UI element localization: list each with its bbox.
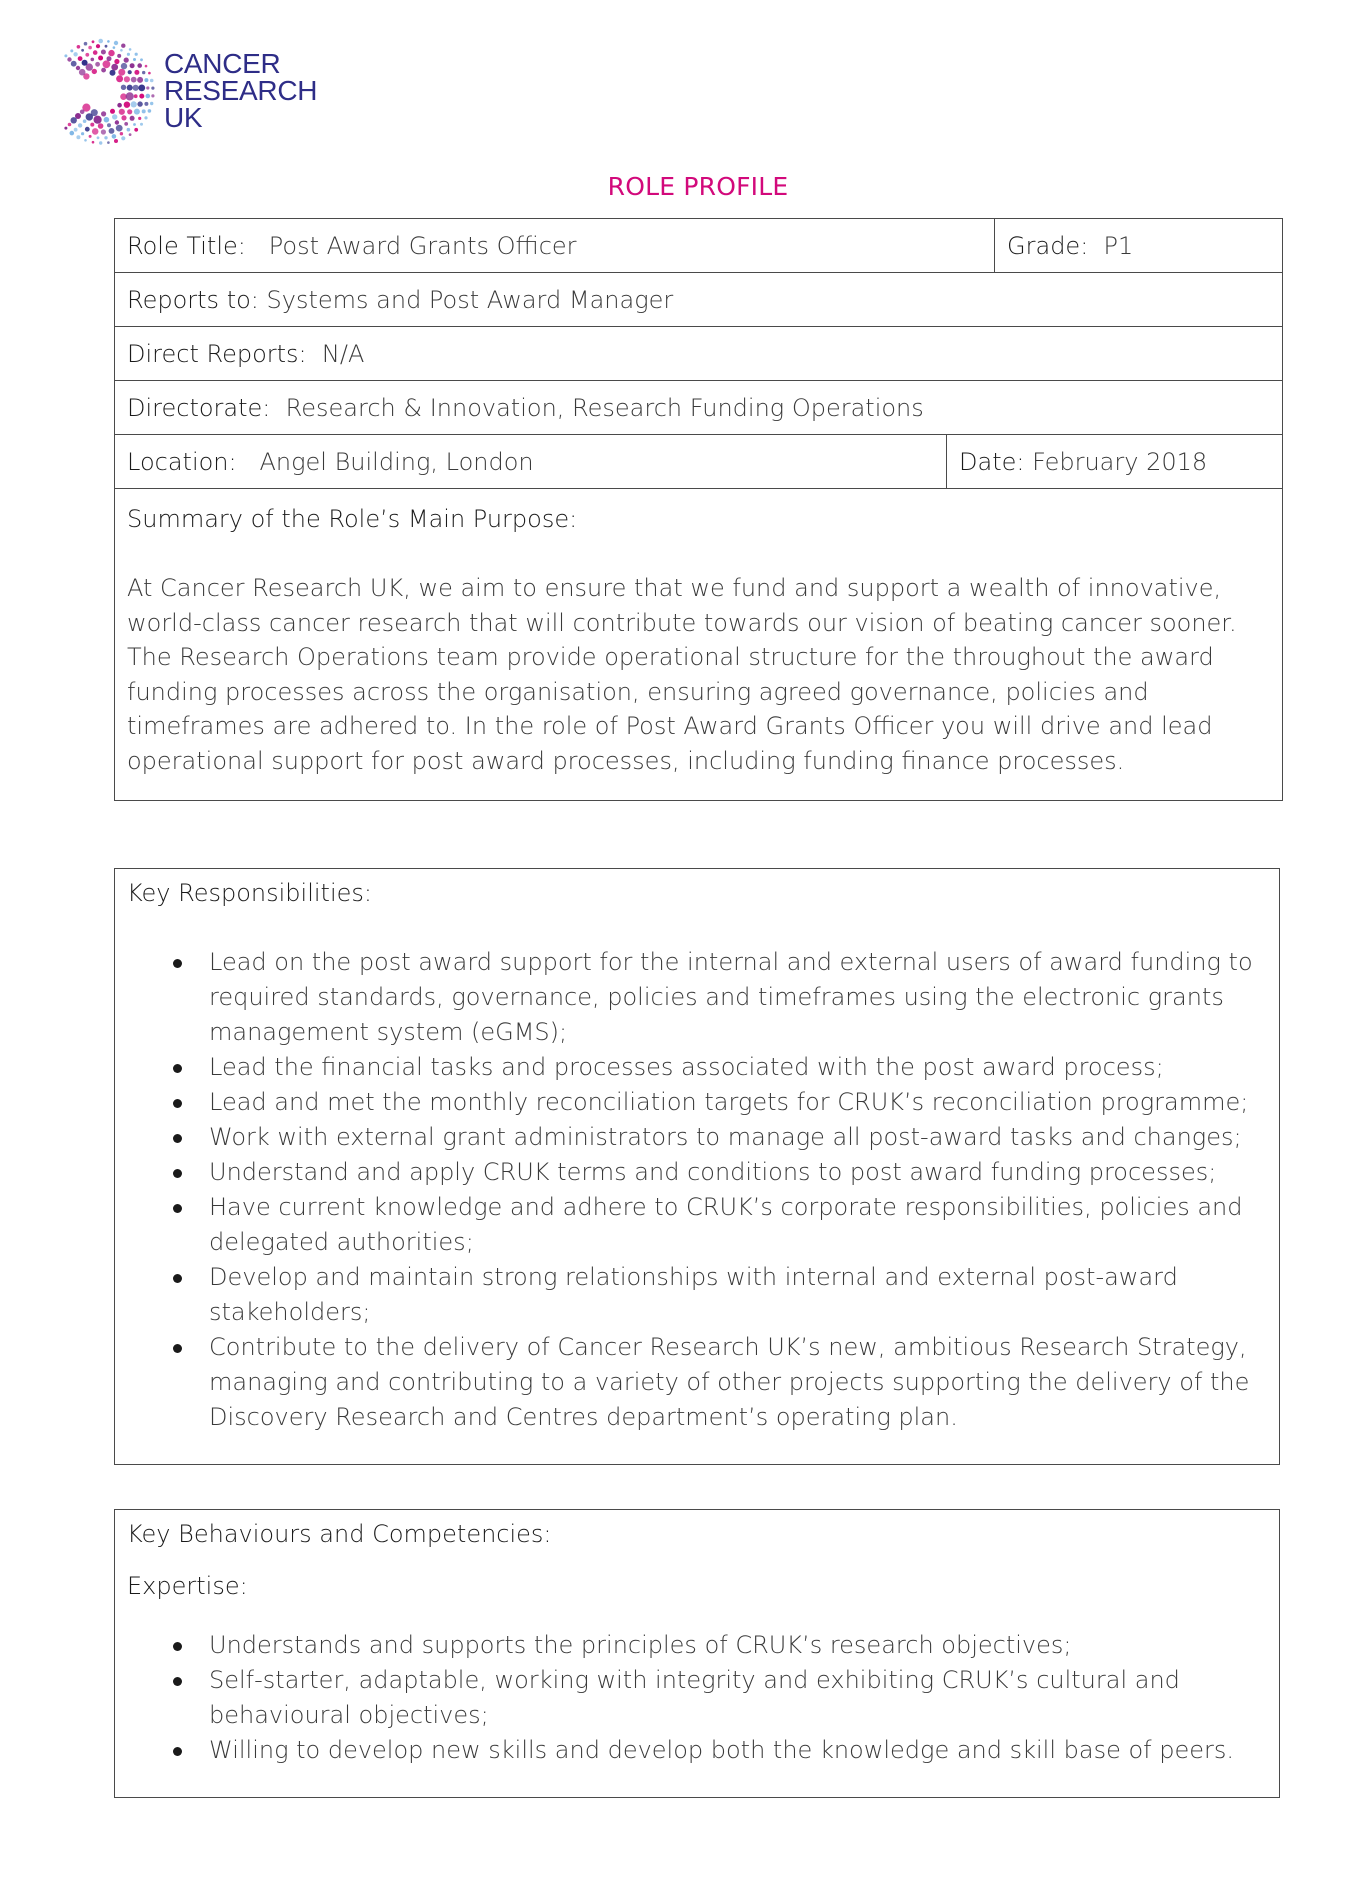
location-row bbox=[115, 435, 1283, 489]
direct-reports-cell bbox=[115, 327, 1283, 381]
logo-dot bbox=[95, 62, 100, 67]
logo-dot bbox=[116, 75, 123, 82]
logo-dot bbox=[119, 109, 125, 115]
role-info-table bbox=[114, 218, 1283, 801]
logo-dot bbox=[92, 40, 95, 43]
logo-dot bbox=[93, 50, 98, 55]
list-item bbox=[127, 1628, 1299, 1663]
logo-dot bbox=[98, 123, 104, 129]
logo-dot bbox=[127, 85, 133, 91]
list-item bbox=[127, 1120, 1299, 1155]
logo-wordmark bbox=[164, 50, 317, 131]
logo-dot bbox=[109, 128, 115, 134]
logo-dot bbox=[78, 123, 82, 127]
role-title-cell bbox=[115, 219, 995, 273]
logo-line-1: CANCER bbox=[164, 48, 281, 79]
list-item-text: Understands and supports the principles of CRUK’s research objectives; bbox=[209, 1631, 1072, 1659]
direct-reports-value: N/A bbox=[321, 339, 365, 368]
list-item-text: Understand and apply CRUK terms and conditions to post award funding processes; bbox=[209, 1158, 1217, 1186]
logo-dot bbox=[129, 48, 132, 51]
logo-dot bbox=[134, 128, 138, 132]
logo-dot bbox=[107, 40, 110, 43]
list-item-text: Willing to develop new skills and develop both the knowledge and skill base of peers. bbox=[209, 1736, 1235, 1764]
logo-dot bbox=[124, 122, 128, 126]
logo-dot bbox=[142, 109, 146, 113]
logo-dot bbox=[138, 117, 141, 120]
directorate-value: Research & Innovation, Research Funding Operations bbox=[285, 393, 924, 422]
logo-dot bbox=[116, 125, 123, 132]
logo-dot bbox=[70, 131, 75, 136]
logo-dot bbox=[111, 64, 118, 71]
logo-dot bbox=[137, 63, 142, 68]
logo-dot bbox=[133, 85, 139, 91]
date-label: Date: bbox=[959, 447, 1025, 476]
location-value: Angel Building, London bbox=[259, 447, 534, 476]
reports-to-value: Systems and Post Award Manager bbox=[266, 285, 674, 314]
logo-dot bbox=[134, 109, 140, 115]
directorate-label: Directorate: bbox=[127, 393, 271, 422]
location-cell bbox=[115, 435, 947, 489]
logo-dot bbox=[98, 39, 103, 44]
logo-dot bbox=[131, 101, 137, 107]
logo-dot bbox=[107, 123, 111, 127]
logo-dot bbox=[127, 53, 130, 56]
logo-dot bbox=[107, 56, 112, 61]
logo-dot bbox=[97, 136, 100, 139]
logo-dot bbox=[131, 77, 137, 83]
logo-dot bbox=[76, 135, 80, 139]
logo-dot bbox=[77, 45, 81, 49]
logo-dot bbox=[134, 70, 139, 75]
logo-dot bbox=[85, 53, 89, 57]
logo-dot bbox=[146, 86, 149, 89]
logo-dot bbox=[92, 141, 95, 144]
logo-dot bbox=[130, 116, 135, 121]
logo-dot bbox=[121, 44, 125, 48]
logo-dot bbox=[110, 109, 115, 114]
location-label: Location: bbox=[127, 447, 237, 476]
logo-dot bbox=[88, 46, 92, 50]
logo-dot bbox=[101, 129, 106, 134]
logo-dot bbox=[117, 103, 122, 108]
summary-row bbox=[115, 489, 1283, 801]
logo-dot bbox=[115, 120, 119, 124]
logo-dot bbox=[117, 54, 121, 58]
logo-dot bbox=[114, 139, 118, 143]
logo-dot bbox=[64, 54, 67, 57]
bullet-icon bbox=[173, 1344, 182, 1353]
grade-cell bbox=[995, 219, 1283, 273]
logo-dot bbox=[101, 68, 106, 73]
list-item-text: Contribute to the delivery of Cancer Research UK’s new, ambitious Research Strategy, managing and contributing to a variety of other projects supporting the delivery of the Discovery Research and Centres department’s operating plan. bbox=[209, 1333, 1250, 1431]
logo-dot bbox=[135, 53, 138, 56]
logo-dot bbox=[71, 61, 77, 67]
reports-to-label: Reports to: bbox=[127, 285, 259, 314]
logo-dot bbox=[85, 127, 90, 132]
logo-dot bbox=[92, 69, 97, 74]
list-item bbox=[127, 1330, 1299, 1435]
logo-dot bbox=[140, 123, 143, 126]
logo-dot bbox=[67, 57, 71, 61]
logo-dot bbox=[137, 101, 142, 106]
logo-dot bbox=[128, 70, 132, 74]
logo-dot bbox=[124, 102, 130, 108]
logo-dot bbox=[76, 66, 80, 70]
logo-dot bbox=[139, 94, 144, 99]
list-item-text: Lead on the post award support for the internal and external users of award funding to required standards, governance, policies and timeframes using the electronic grants management system (eGMS); bbox=[209, 948, 1253, 1046]
logo-line-3: UK bbox=[164, 102, 203, 133]
directorate-cell bbox=[115, 381, 1283, 435]
logo-dot bbox=[124, 76, 130, 82]
logo-dot bbox=[92, 128, 99, 135]
logo-dot bbox=[120, 49, 123, 52]
logo-dot bbox=[94, 116, 102, 124]
grade-value: P1 bbox=[1103, 231, 1134, 260]
logo-dot bbox=[90, 123, 94, 127]
logo bbox=[38, 38, 318, 146]
logo-dot bbox=[84, 139, 87, 142]
logo-dot bbox=[89, 135, 92, 138]
logo-dot bbox=[68, 123, 72, 127]
logo-dot bbox=[127, 128, 131, 132]
logo-dot bbox=[148, 109, 152, 113]
summary-paragraph: At Cancer Research UK, we aim to ensure that we fund and support a wealth of innovative, world-class cancer research that will contribute towards our vision of beating cancer sooner. The Research Operations team provide operational structure for the throughout the award funding processes across the organisation, ensuring agreed governance, policies and timeframes are adhered to. In the role of Post Award Grants Officer you will drive and lead operational support for post award processes, including funding finance processes. bbox=[127, 574, 1237, 775]
bullet-icon bbox=[173, 1642, 182, 1651]
logo-dot bbox=[146, 94, 151, 99]
logo-dot bbox=[64, 127, 67, 130]
logo-dot bbox=[78, 56, 83, 61]
logo-dot bbox=[105, 45, 108, 48]
responsibilities-heading: Key Responsibilities: bbox=[127, 879, 372, 907]
logo-dot bbox=[144, 116, 147, 119]
logo-dot bbox=[114, 59, 119, 64]
list-item-text: Lead the financial tasks and processes associated with the post award process; bbox=[209, 1053, 1164, 1081]
bullet-icon bbox=[173, 1169, 182, 1178]
logo-dot bbox=[110, 70, 116, 76]
behaviours-list bbox=[127, 1628, 1267, 1768]
logo-dot bbox=[150, 102, 153, 105]
logo-dot bbox=[130, 63, 135, 68]
list-item bbox=[127, 1190, 1299, 1260]
responsibilities-section bbox=[114, 868, 1280, 1465]
logo-dot bbox=[129, 133, 132, 136]
logo-dot bbox=[114, 41, 118, 45]
logo-dot bbox=[104, 136, 107, 139]
expertise-subheading: Expertise: bbox=[127, 1572, 248, 1600]
direct-reports-label: Direct Reports: bbox=[127, 339, 307, 368]
logo-dot bbox=[73, 52, 77, 56]
direct-reports-row bbox=[115, 327, 1283, 381]
role-title-value: Post Award Grants Officer bbox=[268, 231, 577, 260]
logo-dot bbox=[144, 78, 148, 82]
responsibilities-list bbox=[127, 945, 1267, 1435]
role-title-row bbox=[115, 219, 1283, 273]
list-item bbox=[127, 945, 1299, 1050]
logo-dot bbox=[113, 46, 116, 49]
logo-dot bbox=[118, 69, 125, 76]
list-item-text: Develop and maintain strong relationships with internal and external post-award stakeholders; bbox=[209, 1263, 1178, 1326]
logo-dot bbox=[145, 65, 148, 68]
logo-dot bbox=[140, 58, 143, 61]
logo-dot bbox=[103, 60, 111, 68]
list-item bbox=[127, 1085, 1299, 1120]
logo-dot bbox=[82, 60, 88, 66]
logo-dot bbox=[74, 128, 78, 132]
logo-dot bbox=[83, 119, 87, 123]
logo-dot bbox=[142, 71, 145, 74]
summary-heading: Summary of the Role’s Main Purpose: bbox=[127, 505, 578, 533]
logo-dot bbox=[96, 44, 100, 48]
logo-dot bbox=[108, 50, 114, 56]
list-item-text: Have current knowledge and adhere to CRUK’s corporate responsibilities, policies and delegated authorities; bbox=[209, 1193, 1243, 1256]
logo-dot bbox=[112, 114, 117, 119]
list-item-text: Self-starter, adaptable, working with integrity and exhibiting CRUK’s cultural and behavioural objectives; bbox=[209, 1666, 1180, 1729]
logo-dot bbox=[137, 77, 143, 83]
logo-dot bbox=[124, 58, 129, 63]
logo-dot bbox=[121, 115, 126, 120]
summary-cell bbox=[115, 489, 1283, 801]
logo-dot bbox=[121, 85, 126, 90]
logo-dot bbox=[133, 123, 136, 126]
logo-dot bbox=[81, 132, 84, 135]
logo-dot bbox=[107, 141, 110, 144]
cruk-c-dots-icon bbox=[38, 38, 162, 146]
directorate-row bbox=[115, 381, 1283, 435]
logo-dot bbox=[86, 113, 93, 120]
list-item-text: Lead and met the monthly reconciliation targets for CRUK’s reconciliation programme; bbox=[209, 1088, 1249, 1116]
logo-dot bbox=[121, 136, 125, 140]
date-value: February 2018 bbox=[1032, 447, 1208, 476]
date-cell bbox=[947, 435, 1283, 489]
list-item bbox=[127, 1155, 1299, 1190]
grade-label: Grade: bbox=[1007, 231, 1089, 260]
reports-to-row bbox=[115, 273, 1283, 327]
logo-dot bbox=[133, 58, 136, 61]
behaviours-section bbox=[114, 1509, 1280, 1798]
list-item bbox=[127, 1260, 1299, 1330]
list-item bbox=[127, 1050, 1299, 1085]
logo-dot bbox=[148, 72, 151, 75]
logo-dot bbox=[150, 79, 154, 83]
bullet-icon bbox=[173, 1274, 182, 1283]
logo-dot bbox=[81, 49, 84, 52]
logo-dot bbox=[80, 110, 85, 115]
logo-dot bbox=[151, 87, 154, 90]
logo-dot bbox=[138, 85, 145, 92]
reports-to-cell bbox=[115, 273, 1283, 327]
bullet-icon bbox=[173, 1204, 182, 1213]
logo-dot bbox=[79, 69, 86, 76]
bullet-icon bbox=[173, 1064, 182, 1073]
list-item bbox=[127, 1663, 1299, 1733]
behaviours-heading: Key Behaviours and Competencies: bbox=[127, 1520, 552, 1548]
logo-dot bbox=[134, 94, 138, 98]
logo-dot bbox=[127, 109, 132, 114]
logo-dot bbox=[126, 92, 134, 100]
logo-dot bbox=[144, 102, 148, 106]
logo-dot bbox=[98, 56, 103, 61]
logo-dot bbox=[101, 111, 106, 116]
bullet-icon bbox=[173, 1747, 182, 1756]
logo-dot bbox=[151, 94, 154, 97]
logo-dot bbox=[99, 141, 102, 144]
bullet-icon bbox=[173, 1677, 182, 1686]
logo-dot bbox=[71, 117, 77, 123]
list-item bbox=[127, 1733, 1299, 1768]
logo-dot bbox=[104, 117, 110, 123]
logo-line-2: RESEARCH bbox=[164, 75, 318, 106]
logo-dot bbox=[70, 49, 73, 52]
logo-dot bbox=[84, 42, 88, 46]
bullet-icon bbox=[173, 959, 182, 968]
bullet-icon bbox=[173, 1099, 182, 1108]
bullet-icon bbox=[173, 1134, 182, 1143]
logo-dot bbox=[91, 58, 95, 62]
role-title-label: Role Title: bbox=[127, 231, 246, 260]
logo-dot bbox=[121, 63, 127, 69]
page-title: ROLE PROFILE bbox=[607, 172, 789, 201]
list-item-text: Work with external grant administrators to manage all post-award tasks and changes; bbox=[209, 1123, 1242, 1151]
logo-dot bbox=[101, 50, 106, 55]
logo-dot bbox=[120, 132, 123, 135]
logo-dot bbox=[112, 134, 117, 139]
